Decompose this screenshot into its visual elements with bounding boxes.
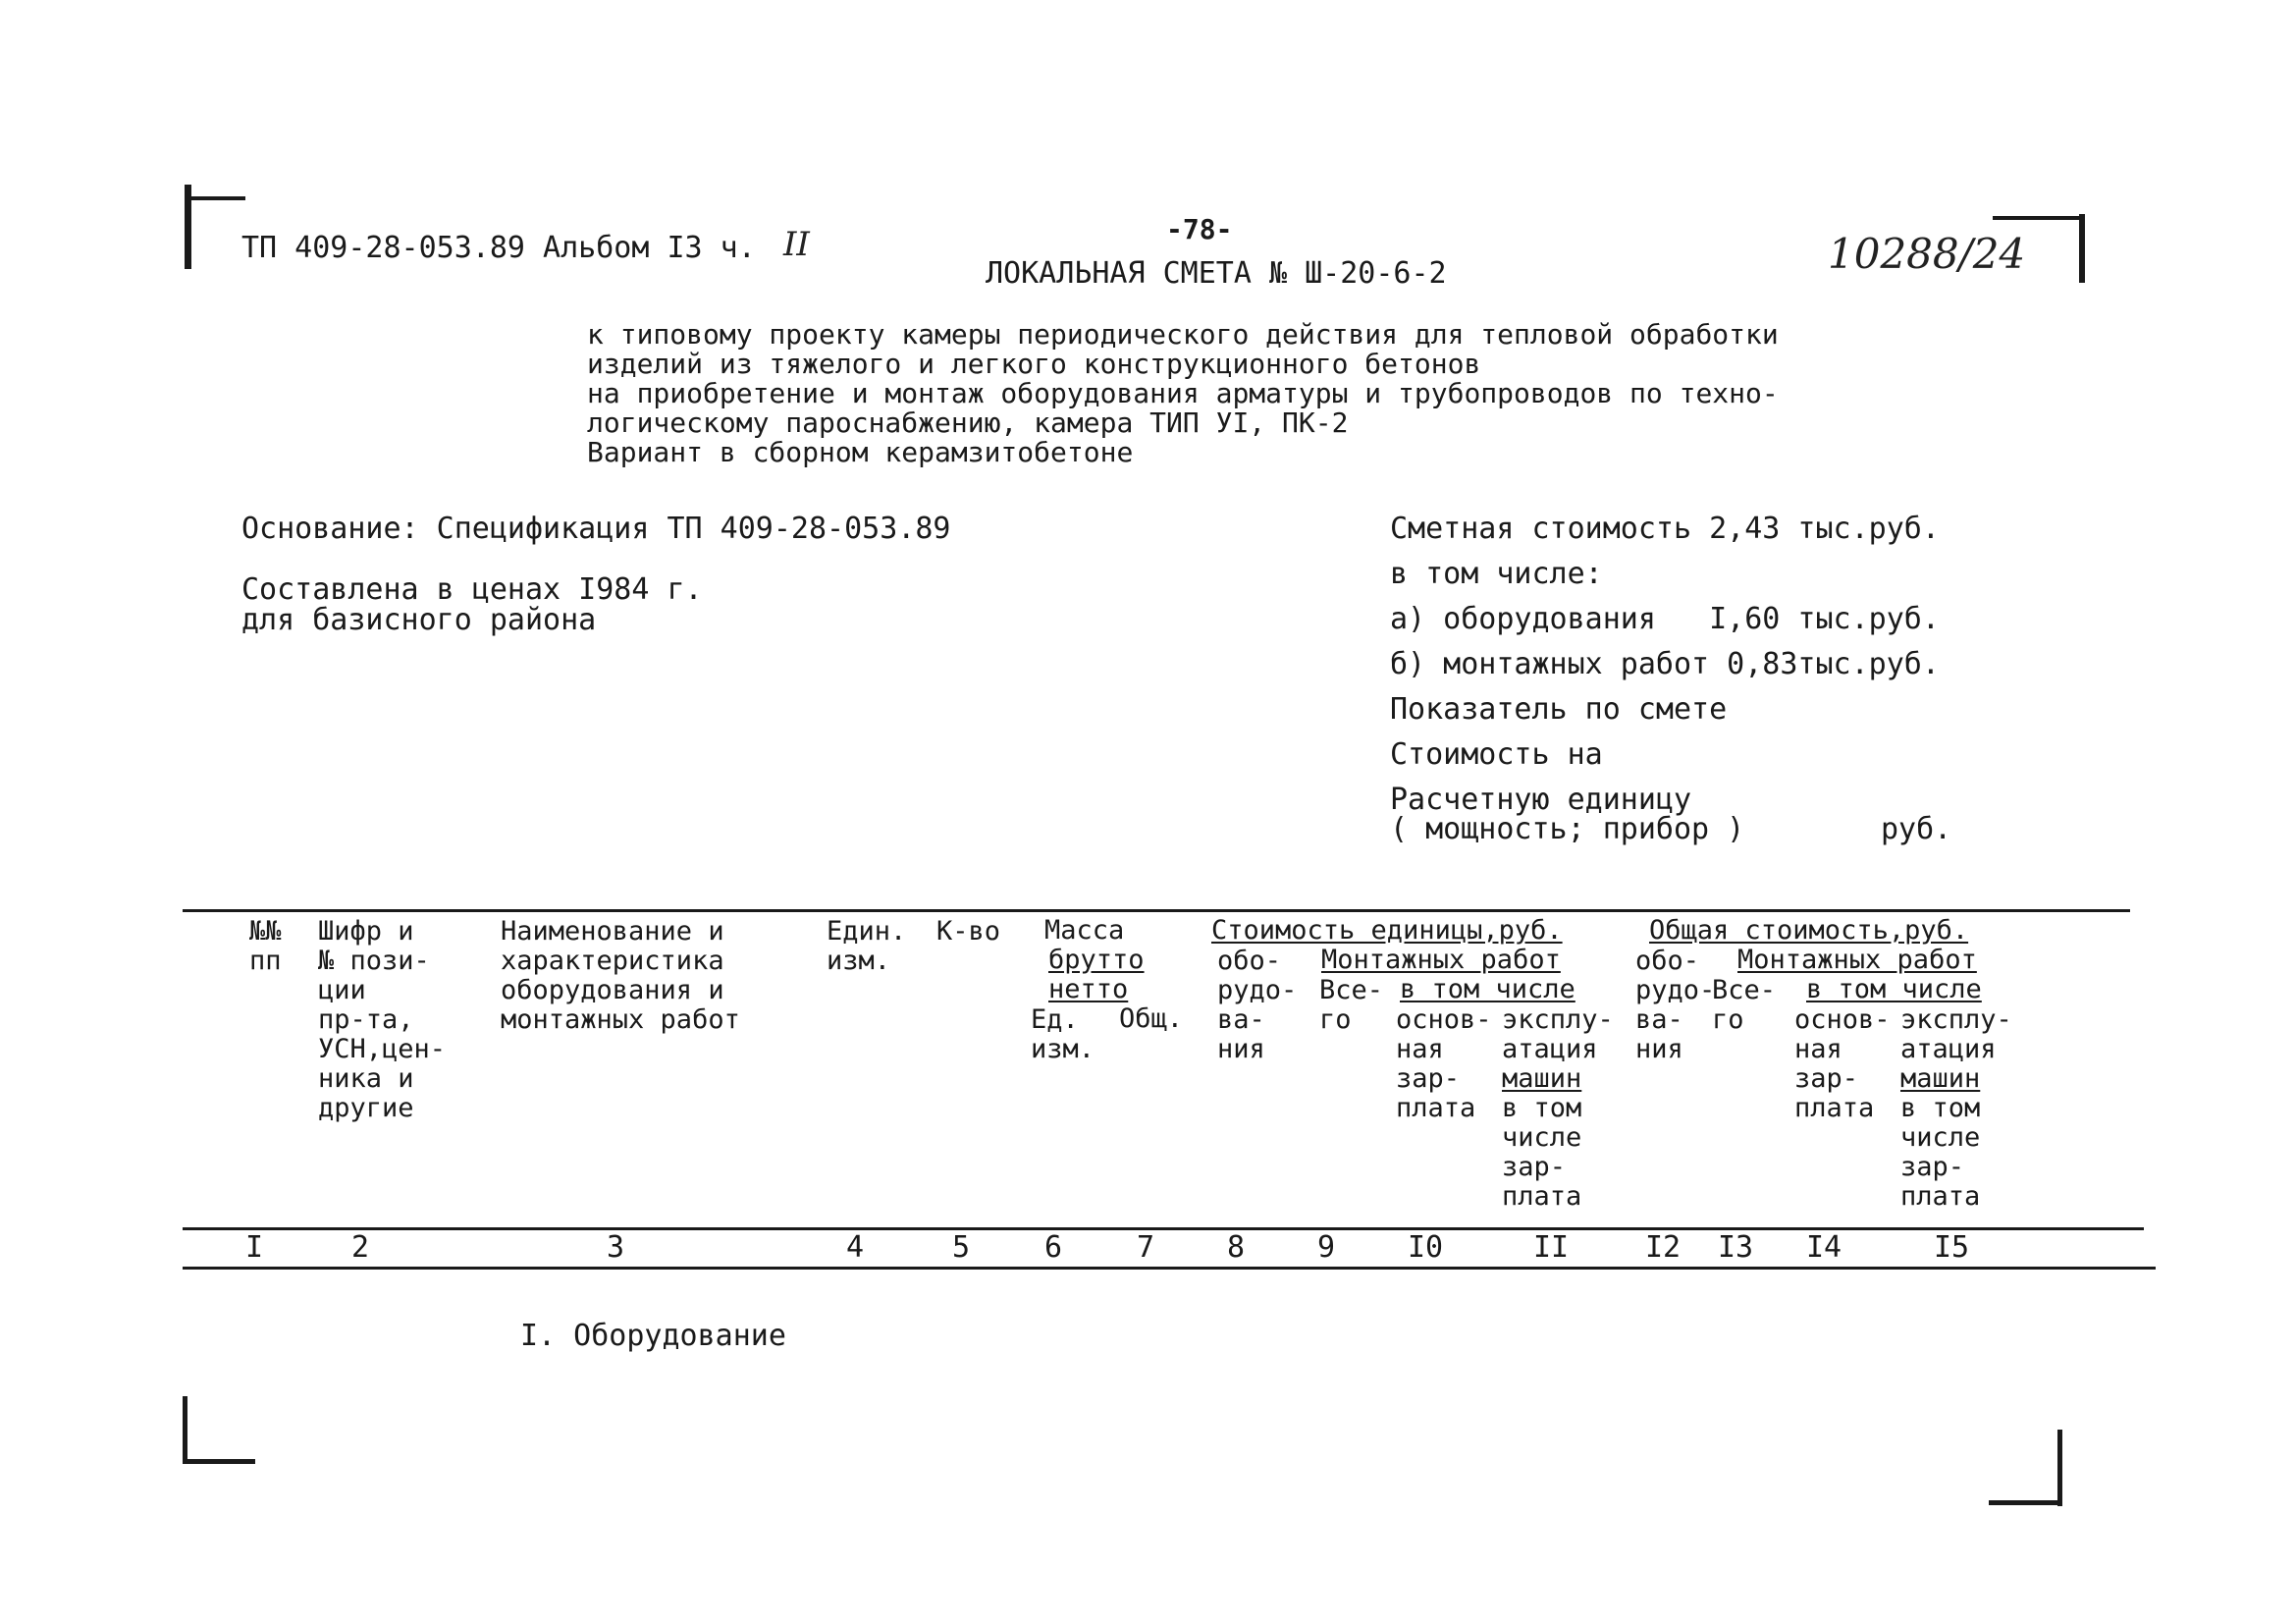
col-header-name: Наименование и характеристика оборудования и монтажных работ [501, 916, 740, 1035]
subtitle-line: к типовому проекту камеры периодического действия для тепловой обработки [587, 318, 1779, 351]
column-number: I3 [1718, 1230, 1754, 1265]
table-header-bottom-rule [183, 1227, 2144, 1230]
col-header-number: №№ пп [249, 916, 282, 976]
corner-mark-bottom-left-v [183, 1396, 187, 1463]
subtitle-line: логическому пароснабжению, камера ТИП УI, ПК-2 [587, 406, 1349, 439]
column-number: II [1533, 1230, 1570, 1265]
column-number: I2 [1645, 1230, 1682, 1265]
col-header-total-cost-incl: в том числе [1806, 974, 1982, 1004]
column-number: 6 [1044, 1230, 1063, 1265]
corner-mark-bottom-right-v [2057, 1430, 2062, 1506]
calc-unit-label: Расчетную единицу [1390, 783, 1692, 817]
subtitle-block [587, 320, 1779, 467]
col-header-total-cost-all: Все- го [1712, 975, 1777, 1035]
col-header-unit-cost-wage: основ- ная зар- плата [1396, 1004, 1492, 1123]
document-title: ЛОКАЛЬНАЯ СМЕТА № Ш-20-6-2 [986, 256, 1447, 291]
currency-label: руб. [1881, 812, 1952, 846]
column-number: I5 [1934, 1230, 1970, 1265]
col-header-total-cost-equipment: обо- рудо- ва- ния [1635, 946, 1716, 1064]
column-number: 4 [846, 1230, 865, 1265]
installation-cost: б) монтажных работ 0,83тыс.руб. [1390, 647, 1940, 681]
corner-mark-top-right-h [1993, 216, 2083, 220]
archive-number-handwritten: 10288/24 [1828, 230, 2026, 278]
column-number: 7 [1137, 1230, 1155, 1265]
col-header-unit: Един. изм. [827, 916, 907, 976]
including-label: в том числе: [1390, 557, 1603, 591]
corner-mark-top-right-v [2079, 214, 2085, 283]
col-header-quantity: К-во [936, 916, 1001, 947]
column-number: 9 [1317, 1230, 1336, 1265]
section-heading: I. Оборудование [520, 1319, 786, 1353]
basis-line: Основание: Спецификация ТП 409-28-053.89 [241, 512, 951, 546]
prices-line-2: для базисного района [241, 603, 597, 637]
col-header-mass-total: Общ. [1119, 1003, 1184, 1034]
column-number: 3 [607, 1230, 625, 1265]
col-header-mass-brutto: брутто [1048, 945, 1145, 975]
capacity-label: ( мощность; прибор ) [1390, 812, 1745, 846]
col-header-unit-cost-incl: в том числе [1400, 974, 1575, 1004]
prices-line-1: Составлена в ценах I984 г. [241, 572, 703, 607]
subtitle-line: Вариант в сборном керамзитобетоне [587, 436, 1134, 468]
col-header-mass-netto: нетто [1048, 974, 1129, 1004]
column-number: I [245, 1230, 264, 1265]
column-number: 5 [952, 1230, 971, 1265]
estimated-cost: Сметная стоимость 2,43 тыс.руб. [1390, 512, 1940, 546]
col-header-code: Шифр и № пози- ции пр-та, УСН,цен- ника и другие [318, 916, 447, 1123]
page-number: -78- [1166, 213, 1233, 245]
col-header-total-cost: Общая стоимость,руб. [1649, 915, 1969, 946]
equipment-cost: а) оборудования I,60 тыс.руб. [1390, 602, 1940, 636]
col-header-total-cost-install: Монтажных работ [1737, 945, 1977, 975]
subtitle-line: на приобретение и монтаж оборудования арматуры и трубопроводов по техно- [587, 377, 1779, 409]
col-header-unit-cost-all: Все- го [1319, 975, 1384, 1035]
table-top-rule [183, 909, 2130, 912]
subtitle-line: изделий из тяжелого и легкого конструкционного бетонов [587, 348, 1481, 380]
col-header-mass: Масса [1044, 915, 1125, 946]
corner-mark-bottom-right-h [1989, 1500, 2061, 1505]
corner-mark-top-left-h [185, 196, 245, 200]
column-number: I0 [1408, 1230, 1444, 1265]
document-code: ТП 409-28-053.89 Альбом I3 ч. [241, 231, 756, 265]
col-header-total-cost-wage: основ- ная зар- плата [1794, 1004, 1891, 1123]
col-header-unit-cost-equipment: обо- рудо- ва- ния [1217, 946, 1298, 1064]
column-number: I4 [1806, 1230, 1842, 1265]
indicator-label: Показатель по смете [1390, 692, 1728, 727]
column-number: 2 [351, 1230, 370, 1265]
col-header-unit-cost: Стоимость единицы,руб. [1211, 915, 1563, 946]
corner-mark-bottom-left-h [183, 1459, 255, 1464]
part-number-handwritten: II [783, 225, 810, 264]
column-number: 8 [1227, 1230, 1246, 1265]
col-header-unit-cost-install: Монтажных работ [1321, 945, 1561, 975]
cost-per-label: Стоимость на [1390, 737, 1603, 772]
column-numbers-bottom-rule [183, 1267, 2156, 1270]
col-header-total-cost-machines: эксплу- атация машин в том числе зар- плата [1900, 1004, 2012, 1212]
col-header-unit-cost-machines: эксплу- атация машин в том числе зар- плата [1502, 1004, 1614, 1212]
col-header-mass-unit: Ед. изм. [1031, 1004, 1095, 1064]
